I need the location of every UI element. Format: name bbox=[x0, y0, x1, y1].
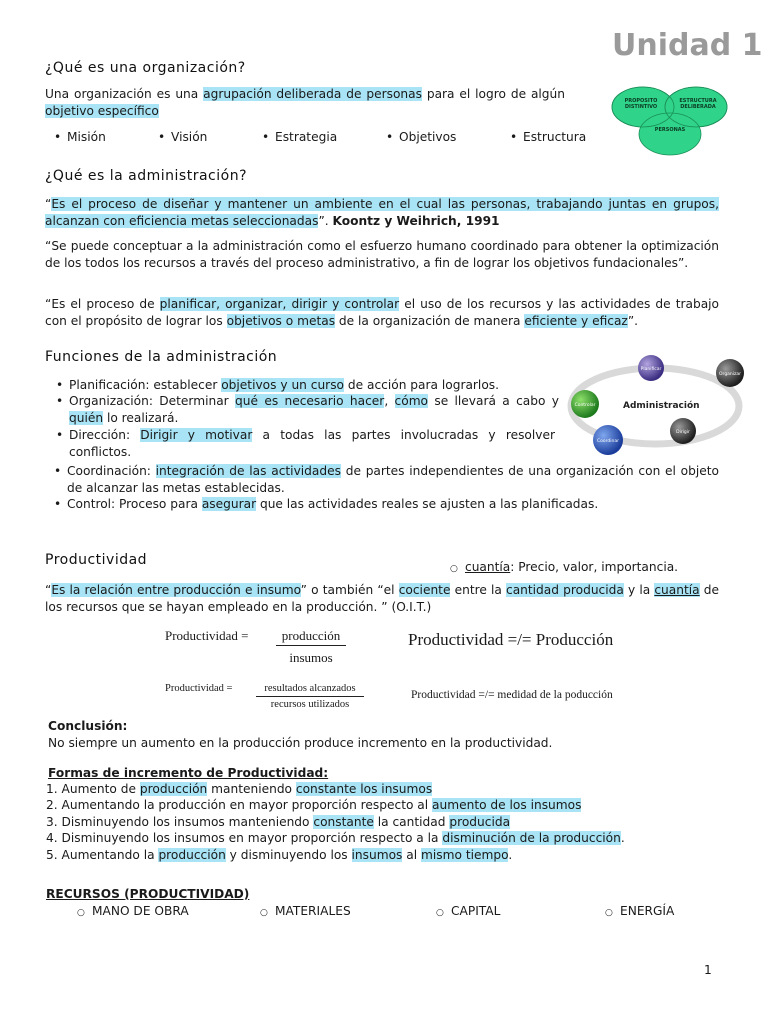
org-definition: Una organización es una agrupación deliberada de personas para el logro de algún objetivo específico bbox=[45, 87, 565, 118]
recursos-title: RECURSOS (PRODUCTIVIDAD) bbox=[46, 887, 250, 901]
admin-quote-koontz: “Es el proceso de diseñar y mantener un ambiente en el cual las personas, trabajando juntas en grupos, alcanzan con eficiencia metas seleccionadas”. Koontz y Weihrich, 1991 bbox=[45, 197, 719, 228]
funcion-coordinacion: • Coordinación: integración de las actividades de partes independientes de una organización con el objeto de alcanzar las metas establecidas. bbox=[67, 463, 719, 496]
svg-text:Coordinar: Coordinar bbox=[597, 439, 619, 444]
svg-text:Dirigir: Dirigir bbox=[676, 430, 690, 435]
heading-organizacion: ¿Qué es una organización? bbox=[45, 60, 246, 76]
heading-funciones: Funciones de la administración bbox=[45, 349, 278, 365]
forma-4: 4. Disminuyendo los insumos en mayor proporción respecto a la disminución de la producción. bbox=[46, 831, 625, 845]
org-item-objetivos: • Objetivos bbox=[399, 129, 456, 146]
cuantia-note: ○ cuantía: Precio, valor, importancia. bbox=[465, 559, 678, 576]
recurso-capital: ○ CAPITAL bbox=[451, 903, 500, 920]
unit-title: Unidad 1 bbox=[612, 28, 763, 63]
cycle-center-label: Administración bbox=[623, 401, 700, 411]
heading-administracion: ¿Qué es la administración? bbox=[45, 168, 247, 184]
svg-text:Organizar: Organizar bbox=[719, 372, 741, 377]
organization-venn-diagram bbox=[610, 84, 730, 158]
recurso-energia: ○ ENERGÍA bbox=[620, 903, 674, 920]
svg-text:Controlar: Controlar bbox=[574, 403, 596, 408]
venn-label-estructura: ESTRUCTURA DELIBERADA bbox=[679, 98, 717, 110]
formula3-numerator: resultados alcanzados bbox=[264, 683, 356, 694]
formula1-fraction-line bbox=[276, 645, 346, 646]
page-number: 1 bbox=[704, 963, 712, 977]
admin-quote-proceso: “Es el proceso de planificar, organizar, dirigir y controlar el uso de los recursos y las actividades de trabajo con el propósito de lograr los objetivos o metas de la organización de manera eficiente y eficaz”. bbox=[45, 297, 720, 328]
org-item-estructura: • Estructura bbox=[523, 129, 586, 146]
formula4: Productividad =/= medidad de la poducción bbox=[411, 689, 613, 701]
formula3-fraction-line bbox=[256, 696, 364, 697]
formula2: Productividad =/= Producción bbox=[408, 630, 614, 649]
formula1-label: Productividad = bbox=[165, 628, 249, 643]
formula1-denominator: insumos bbox=[289, 650, 333, 665]
forma-1: 1. Aumento de producción manteniendo constante los insumos bbox=[46, 782, 433, 796]
funcion-control: • Control: Proceso para asegurar que las actividades reales se ajusten a las planificadas. bbox=[67, 496, 719, 513]
forma-5: 5. Aumentando la producción y disminuyendo los insumos al mismo tiempo. bbox=[46, 848, 513, 862]
org-item-mision: • Misión bbox=[67, 129, 106, 146]
formula1-numerator: producción bbox=[281, 628, 341, 643]
formas-title: Formas de incremento de Productividad: bbox=[48, 766, 329, 780]
formula3-label: Productividad = bbox=[165, 683, 233, 694]
funcion-planificacion: • Planificación: establecer objetivos y un curso de acción para lograrlos. bbox=[69, 377, 559, 394]
recurso-mano-de-obra: ○ MANO DE OBRA bbox=[92, 903, 189, 920]
productividad-definition: “Es la relación entre producción e insumo” o también “el cociente entre la cantidad producida y la cuantía de los recursos que se hayan empleado en la producción. ” (O.I.T.) bbox=[45, 583, 720, 614]
venn-label-personas: PERSONAS bbox=[654, 127, 686, 133]
heading-productividad: Productividad bbox=[45, 552, 148, 568]
funcion-organizacion: • Organización: Determinar qué es necesario hacer, cómo se llevará a cabo y quién lo realizará. bbox=[69, 393, 559, 426]
conclusion-title: Conclusión: bbox=[48, 719, 128, 733]
forma-3: 3. Disminuyendo los insumos manteniendo constante la cantidad producida bbox=[46, 815, 511, 829]
org-item-vision: • Visión bbox=[171, 129, 207, 146]
forma-2: 2. Aumentando la producción en mayor proporción respecto al aumento de los insumos bbox=[46, 798, 582, 812]
formula3-denominator: recursos utilizados bbox=[270, 699, 350, 710]
funcion-direccion: • Dirección: Dirigir y motivar a todas las partes involucradas y resolver conflictos. bbox=[69, 427, 555, 460]
recurso-materiales: ○ MATERIALES bbox=[275, 903, 351, 920]
administration-cycle-diagram bbox=[563, 352, 753, 456]
org-item-estrategia: • Estrategia bbox=[275, 129, 337, 146]
venn-label-proposito: PROPÓSITO DISTINTIVO bbox=[624, 98, 658, 110]
admin-quote-optimizacion: “Se puede conceptuar a la administración como el esfuerzo humano coordinado para obtener la optimización de los todos los recursos a través del proceso administrativo, a fin de lograr los objetivos fundacionales”. bbox=[45, 239, 719, 270]
svg-text:Planificar: Planificar bbox=[640, 367, 662, 372]
conclusion-text: No siempre un aumento en la producción produce incremento en la productividad. bbox=[48, 736, 553, 750]
